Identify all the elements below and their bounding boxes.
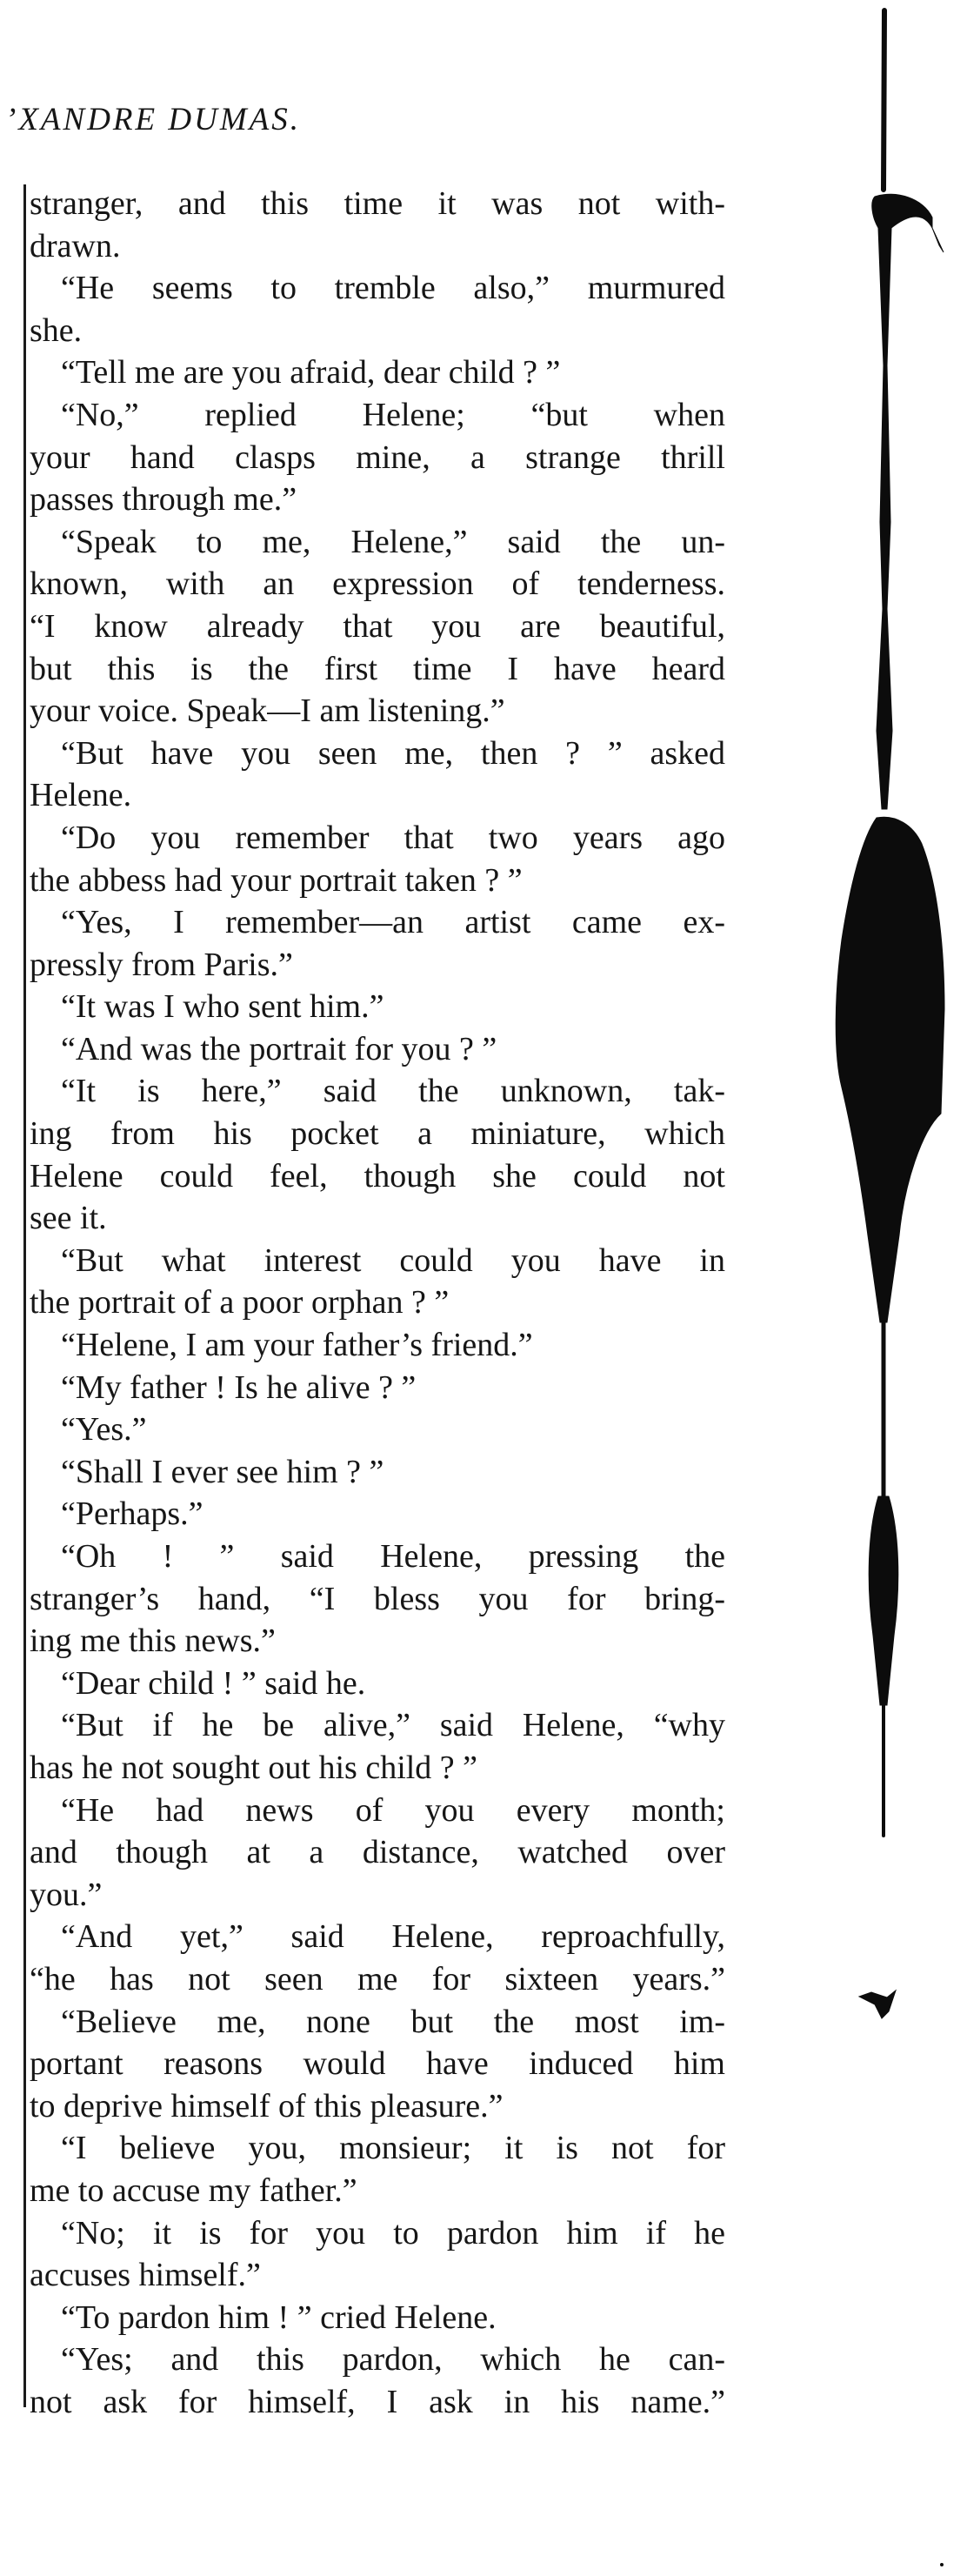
text-line: and though at a distance, watched over — [30, 1834, 725, 1871]
text-line: “Helene, I am your father’s friend.” — [61, 1327, 533, 1364]
text-line: “It was I who sent him.” — [61, 988, 384, 1026]
running-head: ʼXANDRE DUMAS. — [5, 102, 301, 137]
text-line: “Tell me are you afraid, dear child ? ” — [61, 354, 561, 391]
text-line: “But if he be alive,” said Helene, “why — [61, 1707, 725, 1744]
text-line: “And was the portrait for you ? ” — [61, 1030, 497, 1067]
text-line: to deprive himself of this pleasure.” — [30, 2087, 504, 2124]
text-line: “Believe me, none but the most im- — [61, 2003, 725, 2040]
text-line: known, with an expression of tenderness. — [30, 565, 725, 603]
text-line: not ask for himself, I ask in his name.” — [30, 2383, 725, 2420]
text-line: “Shall I ever see him ? ” — [61, 1453, 384, 1490]
text-line: your voice. Speak—I am listening.” — [30, 693, 505, 730]
text-line: “Yes, I remember—an artist came ex- — [61, 904, 725, 941]
text-line: the portrait of a poor orphan ? ” — [30, 1284, 450, 1321]
text-line: your hand clasps mine, a strange thrill — [30, 438, 725, 476]
text-line: drawn. — [30, 227, 121, 264]
text-line: has he not sought out his child ? ” — [30, 1749, 478, 1786]
text-line: “he has not seen me for sixteen years.” — [30, 1960, 725, 1997]
text-line: pressly from Paris.” — [30, 946, 293, 983]
text-line: me to accuse my father.” — [30, 2171, 357, 2209]
text-line: she. — [30, 311, 83, 349]
text-line: stranger’s hand, “I bless you for bring- — [30, 1580, 725, 1617]
text-line: “Perhaps.” — [61, 1495, 203, 1533]
text-line: “Do you remember that two years ago — [61, 819, 725, 856]
text-line: Helene could feel, though she could not — [30, 1157, 725, 1194]
text-line: “It is here,” said the unknown, tak- — [61, 1073, 725, 1110]
text-line: “No,” replied Helene; “but when — [61, 396, 725, 433]
text-line: accuses himself.” — [30, 2257, 261, 2294]
text-line: the abbess had your portrait taken ? ” — [30, 861, 523, 899]
text-line: “My father ! Is he alive ? ” — [61, 1368, 417, 1406]
text-line: “Yes; and this pardon, which he can- — [61, 2341, 725, 2379]
text-line: portant reasons would have induced him — [30, 2045, 725, 2083]
text-line: stranger, and this time it was not with- — [30, 185, 725, 222]
text-line: ing me this news.” — [30, 1623, 276, 1660]
text-line: “I know already that you are beautiful, — [30, 607, 725, 645]
text-line: but this is the first time I have heard — [30, 650, 725, 687]
text-line: see it. — [30, 1200, 107, 1237]
text-line: “Yes.” — [61, 1411, 147, 1449]
text-line: “No; it is for you to pardon him if he — [61, 2214, 725, 2251]
text-line: “He had news of you every month; — [61, 1791, 725, 1829]
text-line: “But have you seen me, then ? ” asked — [61, 734, 725, 772]
text-line: “He seems to tremble also,” murmured — [61, 270, 725, 307]
text-line: “And yet,” said Helene, reproachfully, — [61, 1918, 725, 1956]
text-line: passes through me.” — [30, 481, 297, 519]
text-line: Helene. — [30, 777, 132, 814]
text-line: “Dear child ! ” said he. — [61, 1664, 366, 1702]
text-line: “Speak to me, Helene,” said the un- — [61, 523, 725, 560]
text-line: you.” — [30, 1876, 103, 1913]
text-line: “Oh ! ” said Helene, pressing the — [61, 1538, 725, 1575]
text-line: “I believe you, monsieur; it is not for — [61, 2130, 725, 2167]
text-line: ing from his pocket a miniature, which — [30, 1115, 725, 1153]
text-line: “But what interest could you have in — [61, 1241, 725, 1279]
text-line: “To pardon him ! ” cried Helene. — [61, 2298, 497, 2336]
